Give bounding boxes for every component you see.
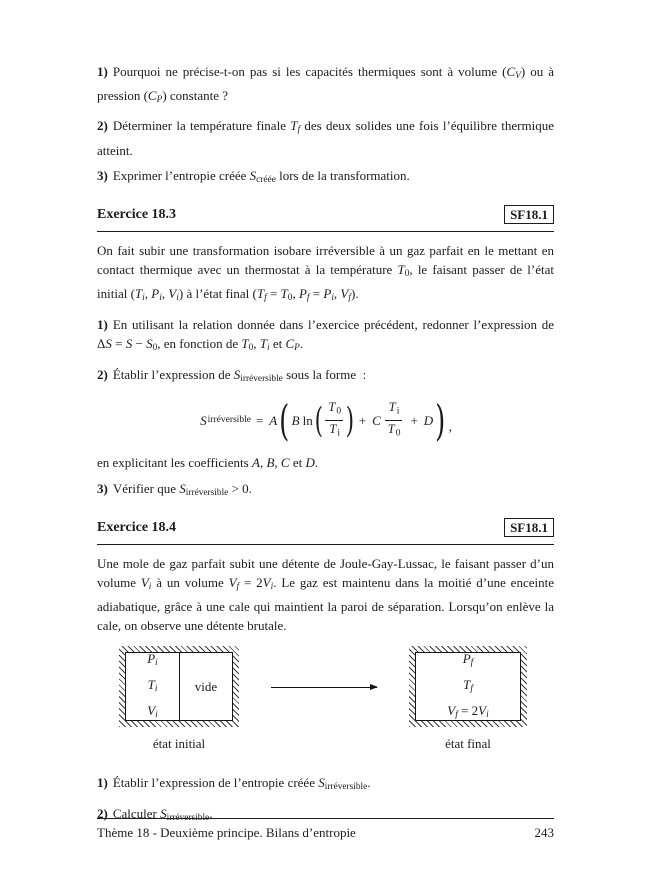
item-text: Exprimer l’entropie créée Scréée lors de la transformation. xyxy=(112,167,410,185)
item-number: 3) xyxy=(97,480,108,496)
gas-compartment xyxy=(126,650,179,721)
open-paren: ( xyxy=(279,395,290,445)
exercise-18-3-header xyxy=(97,205,554,224)
ln-operator: ln xyxy=(302,413,313,429)
item-number: 1) xyxy=(97,64,108,79)
var: T xyxy=(329,422,337,437)
section-divider xyxy=(97,231,554,232)
close-paren: ) xyxy=(435,395,446,445)
item-text: Calculer Sirréversible. xyxy=(112,805,213,823)
fraction-ti-over-t0 xyxy=(385,400,403,442)
page-content xyxy=(97,62,554,834)
question-item xyxy=(97,166,554,190)
volume-label: Vf = 2Vi xyxy=(447,702,489,721)
adiabatic-vessel-final xyxy=(409,646,527,727)
question-item xyxy=(97,479,554,503)
question-item xyxy=(97,116,554,159)
item-number: 3) xyxy=(97,167,108,183)
pressure-label: Pf xyxy=(462,650,474,668)
item-text: Vérifier que Sirréversible > 0. xyxy=(112,480,252,499)
temperature-label: Tf xyxy=(463,676,473,694)
exercise-title: Exercice 18.3 xyxy=(97,206,177,222)
volume-label: Vi xyxy=(147,702,158,721)
equation-comma: , xyxy=(448,418,452,434)
item-number: 1) xyxy=(97,317,108,333)
right-arrow-icon xyxy=(271,687,377,688)
plus-sign: + xyxy=(358,413,367,429)
transformation-arrow-wrap xyxy=(271,646,377,688)
exercise-18-4-header xyxy=(97,518,554,537)
exercise-intro: On fait subir une transformation isobare irréversible à un gaz parfait en le mettant en contact thermique avec un thermostat à la température T0, le faisant passer de l’état initial (Ti, Pi, Vi) à l’état final (Tf = T0, Pf = Pi, Vf). xyxy=(97,242,554,304)
question-item xyxy=(97,315,554,358)
fraction-bar xyxy=(325,420,343,421)
equation-lhs-subscript: irréversible xyxy=(207,415,251,426)
temperature-label: Ti xyxy=(147,676,158,694)
equals-sign: = xyxy=(255,413,264,429)
var: T xyxy=(328,399,336,414)
var-sub: 0 xyxy=(336,406,342,417)
fraction-bar xyxy=(385,420,403,421)
page-number: 243 xyxy=(534,825,554,840)
item-number: 2) xyxy=(97,366,108,382)
fraction-denominator xyxy=(385,422,403,442)
entropy-equation xyxy=(97,395,554,445)
coefficient-a: A xyxy=(269,413,278,429)
vessel-interior xyxy=(415,652,521,721)
equation-lhs: S xyxy=(200,413,207,429)
var: T xyxy=(388,399,396,414)
footer-row xyxy=(97,823,554,842)
footer-theme-title: Thème 18 - Deuxième principe. Bilans d’entropie xyxy=(97,825,356,840)
coefficient-b: B xyxy=(291,413,300,429)
inner-close-paren: ) xyxy=(345,400,355,441)
inner-open-paren: ( xyxy=(314,400,323,441)
page-footer xyxy=(97,818,554,842)
vacuum-label: vide xyxy=(194,679,218,695)
fraction-denominator xyxy=(326,422,342,442)
coefficient-c: C xyxy=(372,413,381,429)
initial-state-caption: état initial xyxy=(152,736,206,752)
vacuum-compartment xyxy=(179,653,232,720)
var: T xyxy=(387,422,395,437)
gas-compartment xyxy=(416,650,520,721)
pressure-label: Pi xyxy=(147,650,158,668)
joule-gay-lussac-diagram xyxy=(97,646,554,753)
item-text: Déterminer la température finale Tf des deux solides une fois l’équilibre thermique atteint. xyxy=(97,118,554,158)
vessel-interior xyxy=(125,652,233,721)
var-sub: 0 xyxy=(395,428,401,439)
exercise-intro: Une mole de gaz parfait subit une détente de Joule-Gay-Lussac, le faisant passer d’un volume Vi à un volume Vf = 2Vi. Le gaz est maintenu dans la moitié d’une enceinte adiabatique, grâce à une cale qui maintient la paroi de séparation. Lorsqu’on enlève la cale, on observe une détente brutale. xyxy=(97,556,554,634)
fraction-t0-over-ti xyxy=(325,400,343,442)
item-text: Établir l’expression de Sirréversible sous la forme : xyxy=(112,366,367,384)
question-item xyxy=(97,773,554,797)
item-number: 2) xyxy=(97,118,108,134)
footer-divider xyxy=(97,818,554,819)
skill-tag-badge: SF18.1 xyxy=(504,518,554,537)
after-equation-text: en explicitant les coefficients A, B, C et D. xyxy=(97,454,319,470)
var-sub: i xyxy=(337,428,340,439)
initial-state-group xyxy=(119,646,239,753)
fraction-numerator xyxy=(386,400,402,420)
item-number: 1) xyxy=(97,775,108,791)
plus-sign: + xyxy=(410,413,418,429)
item-number: 2) xyxy=(97,805,108,821)
question-item xyxy=(97,62,554,110)
fraction-numerator xyxy=(325,400,343,420)
item-text: Établir l’expression de l’entropie créée Sirréversible. xyxy=(112,775,371,793)
coefficient-d: D xyxy=(423,413,434,429)
question-item xyxy=(97,365,554,389)
exercise-title: Exercice 18.4 xyxy=(97,520,177,536)
final-state-group xyxy=(409,646,527,753)
skill-tag-badge: SF18.1 xyxy=(504,205,554,224)
item-text: En utilisant la relation donnée dans l’exercice précédent, redonner l’expression de ΔS = S − S0, en fonction de T0, Ti et CP. xyxy=(97,317,554,354)
final-state-caption: état final xyxy=(445,736,491,752)
var-sub: i xyxy=(396,406,400,417)
adiabatic-vessel-initial xyxy=(119,646,239,727)
section-divider xyxy=(97,544,554,545)
item-text: Pourquoi ne précise-t-on pas si les capacités thermiques sont à volume (CV) ou à pression (CP) constante ? xyxy=(97,64,554,106)
